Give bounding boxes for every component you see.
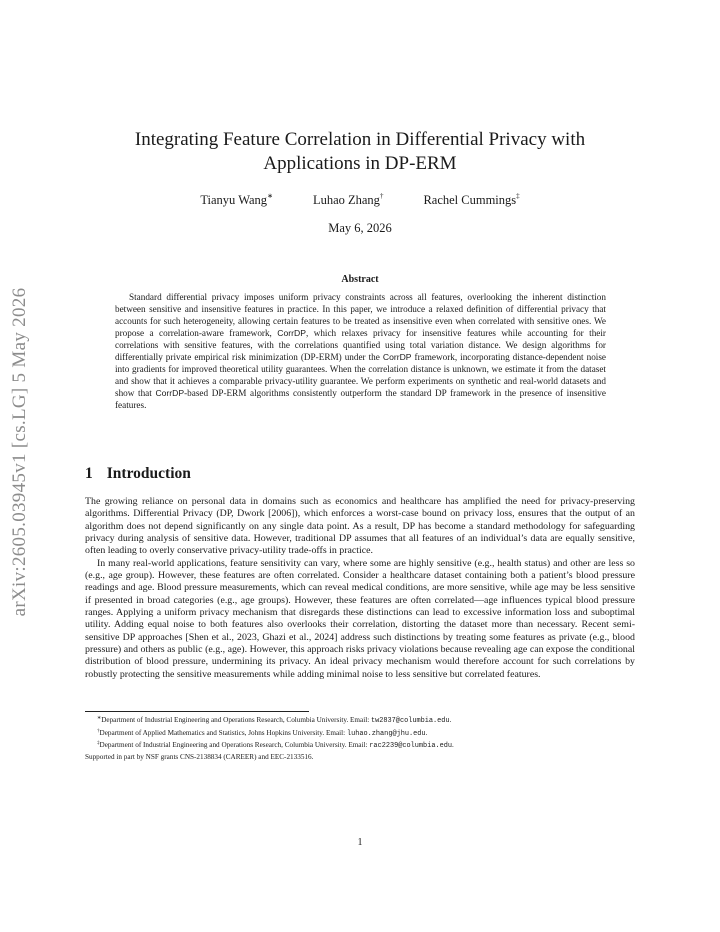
- footnote-1-text: Department of Industrial Engineering and Operations Research, Columbia University. Email:: [101, 716, 371, 724]
- abstract-text-part-2: , which relaxes privacy for insensitive features while accounting for their correlations with sensitive features, with the correlations quantified using total variation distance. We design algorithms for differentially private empirical risk minimization (DP-ERM) under the: [115, 328, 606, 362]
- paper-title-line-2: Applications in DP-ERM: [263, 153, 457, 174]
- page-number: 1: [357, 837, 363, 848]
- footnote-2-end: .: [425, 728, 428, 737]
- framework-name: CorrDP: [277, 328, 306, 338]
- author-3-name: Rachel Cummings: [423, 193, 517, 207]
- footnote-1: [85, 714, 645, 727]
- author-2: [313, 192, 384, 208]
- footnote-divider: [85, 711, 309, 712]
- footnote-3-mark: ‡: [97, 741, 100, 746]
- body-paragraph-2: In many real-world applications, feature sensitivity can vary, where some are highly sensitive (e.g., health status) and other are less so (e.g., age group). However, these features are often correlated. Consider a healthcare dataset containing both a patient’s blood pressure readings and age. Blood pressure measurements, which can reveal medical conditions, are more sensitive, while age may be less sensitive if presented in broad categories (e.g., age groups). However, these features are often correlated—age influences typical blood pressure ranges. Applying a uniform privacy mechanism that disregards these distinctions can lead to excessive information loss and suboptimal utility. Adding equal noise to both features also overlooks their correlation, distorting the dataset more than necessary. Recent semi-sensitive DP approaches [Shen et al., 2023, Ghazi et al., 2024] address such distinctions by treating some features as private (e.g., blood pressure) and others as public (e.g., age). However, this approach risks privacy violations because revealing age can expose the conditional distribution of blood pressure, undermining its privacy. An ideal privacy mechanism would therefore account for such correlations by robustly protecting the sensitive measurements while adding minimal noise to less sensitive but correlated features.: [85, 557, 635, 680]
- framework-name: CorrDP: [155, 388, 185, 398]
- footnote-3: [85, 739, 645, 752]
- author-1-name: Tianyu Wang: [200, 193, 268, 207]
- footnote-3-text: Department of Industrial Engineering and Operations Research, Columbia University. Email:: [99, 741, 370, 749]
- author-3-footnote-mark: ‡: [516, 192, 520, 200]
- footnote-1-mark: ∗: [97, 716, 102, 721]
- footnote-3-email: rac2239@columbia.edu: [369, 742, 452, 750]
- section-number: 1: [85, 465, 93, 482]
- author-3: [423, 192, 519, 208]
- footnote-2-mark: †: [97, 728, 100, 734]
- footnote-2-email: luhao.zhang@jhu.edu: [346, 729, 426, 738]
- footnote-3-end: .: [452, 741, 454, 749]
- footnote-1-end: .: [449, 716, 452, 724]
- abstract-text-part-3: framework, incorporating distance-dependent noise into gradients for improved theoretical utility guarantees. When the correlation distance is unknown, we estimate it from the dataset and show that it achieves a comparable privacy-utility guarantee. We perform experiments on synthetic and real-world datasets and show that: [115, 352, 606, 398]
- author-1: [200, 192, 273, 208]
- abstract-text-part-4: -based DP-ERM algorithms consistently outperform the standard DP framework in the presence of insensitive features.: [115, 388, 606, 410]
- abstract-text-part-1: Standard differential privacy imposes uniform privacy constraints across all features, overlooking the inherent distinction between sensitive and insensitive features in practice. In this paper, we introduce a relaxed definition of differential privacy that accounts for such heterogeneity, allowing certain features to be treated as insensitive even when correlated with sensitive ones. We propose a correlation-aware framework,: [115, 292, 606, 338]
- section-title: Introduction: [106, 465, 191, 482]
- arxiv-identifier-stamp: arXiv:2605.03945v1 [cs.LG] 5 May 2026: [9, 287, 30, 617]
- paper-title: [90, 128, 630, 176]
- footnote-2-text: Department of Applied Mathematics and Statistics, Johns Hopkins University. Email:: [99, 728, 347, 737]
- introduction-body: [85, 496, 635, 681]
- abstract-heading: Abstract: [341, 274, 379, 285]
- footnotes: [85, 714, 645, 762]
- funding-note: Supported in part by NSF grants CNS-2138834 (CAREER) and EEC-2133516.: [85, 752, 314, 761]
- author-2-footnote-mark: †: [379, 192, 384, 200]
- author-list: [90, 192, 630, 208]
- section-heading: [85, 465, 191, 483]
- abstract-text: [115, 291, 606, 411]
- framework-name: CorrDP: [382, 352, 412, 362]
- publication-date: May 6, 2026: [328, 221, 392, 235]
- body-paragraph-1: The growing reliance on personal data in domains such as economics and healthcare has amplified the need for privacy-preserving algorithms. Differential Privacy (DP, Dwork [2006]), which enforces a worst-case bound on privacy loss, ensures that the output of an algorithm does not depend significantly on any single data point. As a result, DP has become a standard methodology for safeguarding privacy during analysis of sensitive data. However, traditional DP assumes that all features of an individual’s data are equally sensitive, often leading to overly conservative privacy-utility trade-offs in practice.: [85, 496, 635, 557]
- paper-title-line-1: Integrating Feature Correlation in Differential Privacy with: [134, 129, 586, 150]
- footnote-1-email: tw2837@columbia.edu: [371, 717, 450, 725]
- footnote-2: [85, 727, 645, 740]
- author-2-name: Luhao Zhang: [312, 193, 380, 207]
- author-1-footnote-mark: ∗: [267, 192, 273, 200]
